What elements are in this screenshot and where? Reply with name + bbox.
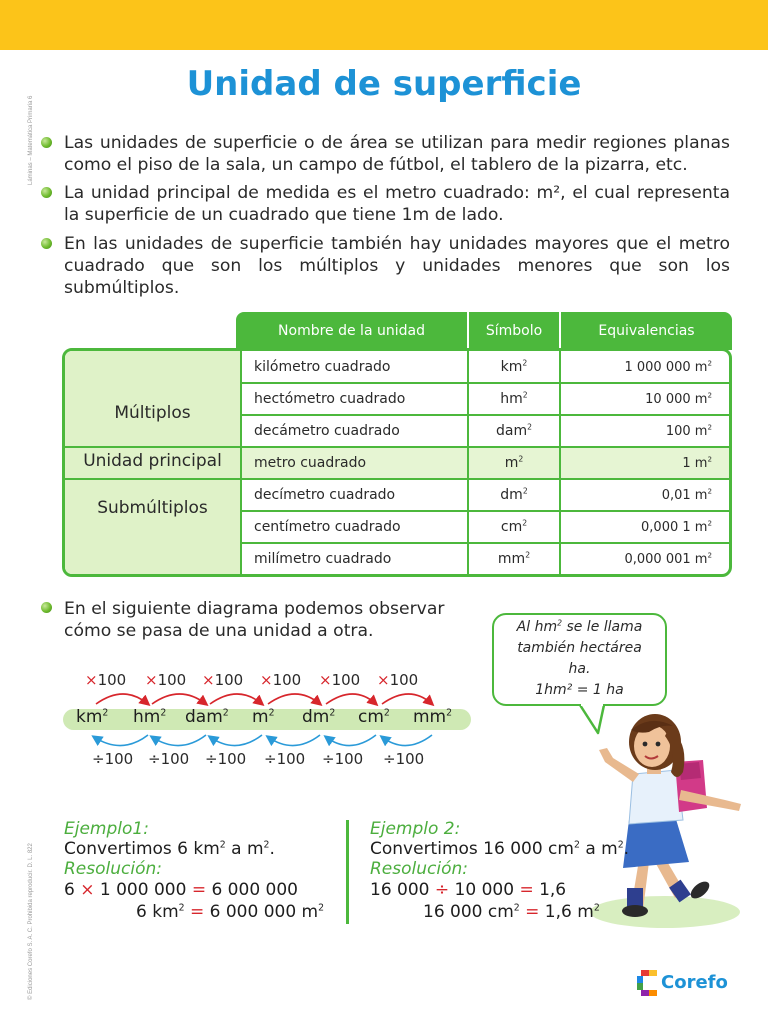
- student-girl-illustration: [585, 712, 755, 937]
- multiply-arrow: [96, 694, 148, 704]
- divide-arrow: [94, 735, 148, 746]
- multiply-label: ×100: [260, 671, 302, 689]
- examples-divider: [346, 820, 349, 924]
- divide-arrow: [152, 735, 206, 746]
- unit-label: dam$^2$: [185, 707, 229, 727]
- paragraph-1: Las unidades de superficie o de área se utilizan para medir regiones planas como el piso de la sala, un campo de fútbol, el tablero de la pizarra, etc.: [64, 133, 730, 175]
- divide-arrow: [326, 735, 376, 746]
- multiply-label: ×100: [319, 671, 361, 689]
- divide-arrow: [382, 735, 432, 746]
- multiply-label: ×100: [377, 671, 419, 689]
- example2-resolution-label: Resolución:: [370, 859, 468, 879]
- multiply-label: ×100: [145, 671, 187, 689]
- divide-label: ÷100: [148, 750, 190, 768]
- side-caption-top: Láminas – Matemática Primaria 6: [28, 95, 34, 185]
- multiply-arrow: [210, 694, 262, 704]
- divide-label: ÷100: [383, 750, 425, 768]
- multiply-arrow: [152, 694, 206, 704]
- corefo-logo: [637, 970, 737, 1000]
- paragraph-2: La unidad principal de medida es el metro cuadrado: m², el cual representa la superficie de un cuadrado que tiene 1m de lado.: [64, 183, 730, 225]
- example1-final: 6 $km^2 = 6$ 000 000 $m^2$: [136, 902, 325, 922]
- speech-bubble: Al $hm^2$ se le llama también hectárea ha. 1hm² = 1 ha: [492, 613, 667, 706]
- unit-label: $hm^2$: [133, 707, 167, 727]
- header-unit-name: Nombre de la unidad: [278, 323, 425, 339]
- example2-final: 16 000 $cm^2 = 1,6$ $m^2$: [423, 902, 600, 922]
- example1-resolution-label: Resolución:: [64, 859, 162, 879]
- unit-label: $mm^2$: [413, 707, 453, 727]
- group-principal: Unidad principal: [83, 451, 222, 471]
- group-submultiples: Submúltiplos: [97, 498, 208, 518]
- multiply-arrow: [268, 694, 320, 704]
- table-row: kilómetro cuadrado $km^2$ 1 000 000 $m^2$: [254, 358, 712, 375]
- divide-arrow: [210, 735, 262, 746]
- unit-label: $km^2$: [76, 707, 109, 727]
- table-row: centímetro cuadrado $cm^2$ 0,000 1 $m^2$: [254, 518, 712, 535]
- group-multiples: Múltiplos: [114, 403, 191, 423]
- multiply-arrow: [382, 694, 432, 704]
- header-equivalences: Equivalencias: [598, 323, 695, 339]
- table-row: decímetro cuadrado $dm^2$ 0,01 $m^2$: [254, 486, 712, 503]
- corefo-logo-icon: [637, 970, 659, 996]
- divide-label: ÷100: [205, 750, 247, 768]
- table-row-principal: metro cuadrado $m^2$ 1 $m^2$: [240, 447, 729, 479]
- divide-label: ÷100: [322, 750, 364, 768]
- divide-label: ÷100: [264, 750, 306, 768]
- example2-statement: Convertimos 16 000 $cm^2$ a $m^2$.: [370, 839, 630, 859]
- side-caption-bottom: © Ediciones Corefo S. A. C. Prohibida reproducir. D. L. 822: [28, 843, 34, 1000]
- table-row: decámetro cuadrado dam$^2$ 100 $m^2$: [254, 422, 712, 439]
- example1-statement: Convertimos 6 $km^2$ a $m^2$.: [64, 839, 275, 859]
- header-symbol: Símbolo: [485, 323, 543, 339]
- example2-operation: 16 000 ÷ 10 000 = 1,6: [370, 880, 567, 900]
- divide-arrow: [268, 735, 320, 746]
- table-row: hectómetro cuadrado $hm^2$ 10 000 $m^2$: [254, 390, 712, 407]
- page-title: Unidad de superficie: [186, 64, 582, 104]
- multiply-label: ×100: [85, 671, 127, 689]
- unit-label: $cm^2$: [358, 707, 390, 727]
- example1-label: Ejemplo1:: [64, 819, 149, 839]
- unit-label: $m^2$: [252, 707, 275, 727]
- example2-label: Ejemplo 2:: [370, 819, 461, 839]
- multiply-label: ×100: [202, 671, 244, 689]
- brand-name: Corefo: [661, 972, 728, 993]
- table-row: milímetro cuadrado $mm^2$ 0,000 001 $m^2$: [254, 550, 712, 567]
- multiply-arrow: [326, 694, 376, 704]
- unit-label: $dm^2$: [302, 707, 336, 727]
- example1-operation: 6 × 1 000 000 = 6 000 000: [64, 880, 298, 900]
- paragraph-3: En las unidades de superficie también hay unidades mayores que el metro cuadrado que son los múltiplos y unidades menores que son los submúltiplos.: [64, 234, 730, 298]
- paragraph-4: En el siguiente diagrama podemos observar cómo se pasa de una unidad a otra.: [64, 599, 445, 641]
- divide-label: ÷100: [92, 750, 134, 768]
